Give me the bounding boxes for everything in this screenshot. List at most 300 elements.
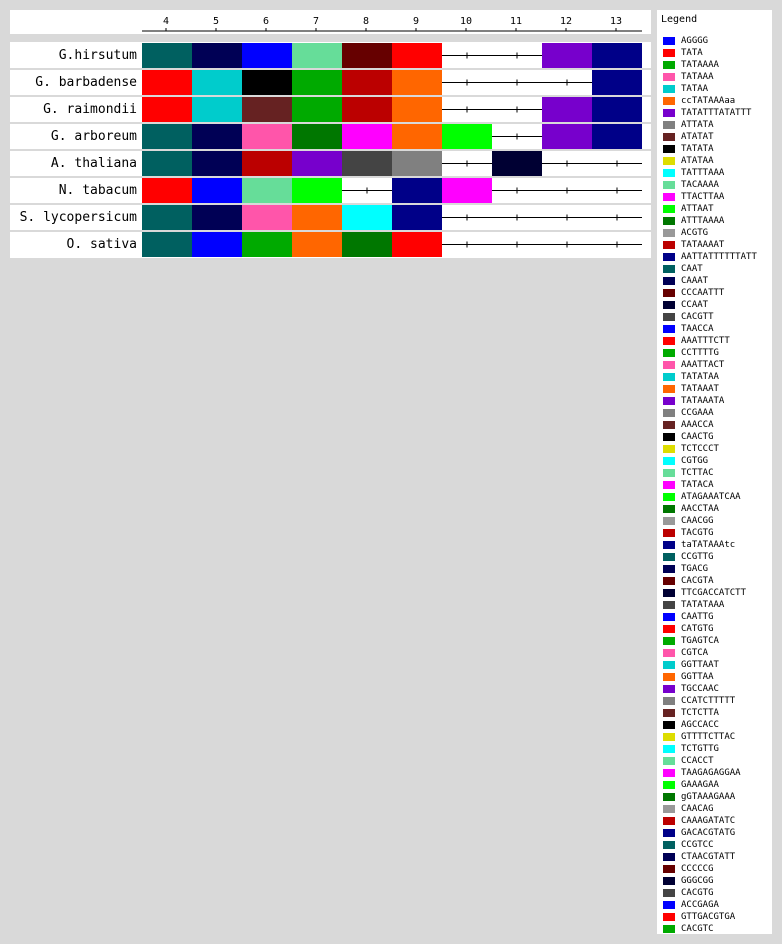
legend-swatch xyxy=(663,745,675,753)
legend-swatch xyxy=(663,301,675,309)
legend-item xyxy=(661,299,773,311)
species-label: G.hirsutum xyxy=(58,48,137,63)
legend-label: TAAGAGAGGAA xyxy=(681,768,741,778)
axis-tick-label: 7 xyxy=(312,16,320,27)
motif-cell xyxy=(242,70,292,95)
legend-item xyxy=(661,323,773,335)
motif-cell xyxy=(392,43,442,68)
legend-label: gGTAAAGAAA xyxy=(681,792,736,802)
legend-label: TATTTAAA xyxy=(681,168,725,178)
legend-label: GACACGTATG xyxy=(681,828,736,838)
legend-item xyxy=(661,563,773,575)
legend-item xyxy=(661,911,773,923)
legend-swatch xyxy=(663,265,675,273)
legend-item xyxy=(661,83,773,95)
motif-cell xyxy=(342,97,392,122)
legend-swatch xyxy=(663,505,675,513)
legend-label: CACGTG xyxy=(681,888,714,898)
legend-item xyxy=(661,599,773,611)
legend-label: ATTATA xyxy=(681,120,714,130)
legend-swatch xyxy=(663,121,675,129)
legend-swatch xyxy=(663,565,675,573)
legend-item xyxy=(661,35,773,47)
legend-swatch xyxy=(663,145,675,153)
legend-swatch xyxy=(663,541,675,549)
legend-item xyxy=(661,95,773,107)
axis-tick-label: 6 xyxy=(262,16,270,27)
legend-item xyxy=(661,731,773,743)
legend-item xyxy=(661,371,773,383)
legend-swatch xyxy=(663,805,675,813)
legend-swatch xyxy=(663,397,675,405)
legend-label: CGTCA xyxy=(681,648,709,658)
legend-swatch xyxy=(663,181,675,189)
legend-label: CAACTG xyxy=(681,432,714,442)
legend-label: TCTCTTA xyxy=(681,708,719,718)
motif-cell xyxy=(242,151,292,176)
motif-cell xyxy=(292,178,342,203)
legend-swatch xyxy=(663,589,675,597)
legend-item xyxy=(661,815,773,827)
legend-item xyxy=(661,431,773,443)
motif-cell xyxy=(592,97,642,122)
motif-cell xyxy=(192,97,242,122)
legend-item xyxy=(661,767,773,779)
legend-panel xyxy=(657,10,772,934)
motif-cell xyxy=(592,70,642,95)
legend-label: CATGTG xyxy=(681,624,714,634)
motif-cell xyxy=(242,178,292,203)
legend-swatch xyxy=(663,697,675,705)
legend-item xyxy=(661,107,773,119)
motif-cell xyxy=(392,205,442,230)
legend-label: CAACGG xyxy=(681,516,714,526)
legend-swatch xyxy=(663,217,675,225)
legend-swatch xyxy=(663,577,675,585)
axis-tick-label: 5 xyxy=(212,16,220,27)
legend-label: CCCCCG xyxy=(681,864,714,874)
legend-item xyxy=(661,635,773,647)
legend-swatch xyxy=(663,661,675,669)
legend-label: TATAAAA xyxy=(681,60,719,70)
legend-swatch xyxy=(663,865,675,873)
legend-item xyxy=(661,119,773,131)
legend-item xyxy=(661,755,773,767)
legend-swatch xyxy=(663,517,675,525)
legend-swatch xyxy=(663,421,675,429)
legend-label: GGTTAAT xyxy=(681,660,719,670)
legend-item xyxy=(661,923,773,935)
legend-label: TAACCA xyxy=(681,324,714,334)
legend-item xyxy=(661,839,773,851)
legend-item xyxy=(661,263,773,275)
legend-item xyxy=(661,47,773,59)
legend-item xyxy=(661,575,773,587)
legend-swatch xyxy=(663,769,675,777)
legend-item xyxy=(661,707,773,719)
species-label: G. raimondii xyxy=(43,102,137,117)
legend-label: AAACCA xyxy=(681,420,714,430)
legend-item xyxy=(661,275,773,287)
legend-item xyxy=(661,587,773,599)
legend-swatch xyxy=(663,841,675,849)
legend-label: TATAAA xyxy=(681,72,714,82)
legend-swatch xyxy=(663,901,675,909)
legend-label: TATATAA xyxy=(681,372,719,382)
legend-label: AGCCACC xyxy=(681,720,719,730)
legend-swatch xyxy=(663,793,675,801)
legend-label: TTCGACCATCTT xyxy=(681,588,747,598)
legend-swatch xyxy=(663,445,675,453)
motif-cell xyxy=(442,124,492,149)
legend-item xyxy=(661,779,773,791)
legend-swatch xyxy=(663,289,675,297)
legend-item xyxy=(661,71,773,83)
motif-cell xyxy=(292,124,342,149)
motif-cell xyxy=(192,43,242,68)
legend-label: CGTGG xyxy=(681,456,709,466)
legend-label: CACGTA xyxy=(681,576,714,586)
legend-label: AAATTACT xyxy=(681,360,725,370)
legend-label: CACGTT xyxy=(681,312,714,322)
legend-swatch xyxy=(663,73,675,81)
legend-item xyxy=(661,407,773,419)
legend-label: CCGAAA xyxy=(681,408,714,418)
legend-swatch xyxy=(663,721,675,729)
motif-cell xyxy=(592,43,642,68)
legend-swatch xyxy=(663,529,675,537)
legend-swatch xyxy=(663,685,675,693)
motif-cell xyxy=(392,151,442,176)
axis-tick-label: 10 xyxy=(459,16,473,27)
legend-swatch xyxy=(663,433,675,441)
species-label: N. tabacum xyxy=(58,183,137,198)
motif-cell xyxy=(442,178,492,203)
legend-label: ATTTAAAA xyxy=(681,216,725,226)
legend-swatch xyxy=(663,733,675,741)
legend-swatch xyxy=(663,109,675,117)
legend-swatch xyxy=(663,49,675,57)
legend-label: ATAGAAATCAA xyxy=(681,492,741,502)
legend-swatch xyxy=(663,817,675,825)
legend-title: Legend xyxy=(661,14,698,25)
motif-cell xyxy=(242,124,292,149)
legend-label: ATTAAT xyxy=(681,204,714,214)
legend-swatch xyxy=(663,781,675,789)
legend-label: CAAT xyxy=(681,264,703,274)
legend-item xyxy=(661,659,773,671)
legend-label: CCGTTG xyxy=(681,552,714,562)
legend-label: CCCAATTT xyxy=(681,288,725,298)
motif-cell xyxy=(242,43,292,68)
legend-label: CCAAT xyxy=(681,300,709,310)
legend-swatch xyxy=(663,253,675,261)
legend-label: AACCTAA xyxy=(681,504,719,514)
legend-swatch xyxy=(663,637,675,645)
legend-swatch xyxy=(663,97,675,105)
legend-label: TATATAAA xyxy=(681,600,725,610)
legend-item xyxy=(661,791,773,803)
legend-item xyxy=(661,227,773,239)
legend-swatch xyxy=(663,757,675,765)
legend-label: CAACAG xyxy=(681,804,714,814)
legend-label: TCTGTTG xyxy=(681,744,719,754)
legend-label: TCTCCCT xyxy=(681,444,719,454)
legend-item xyxy=(661,647,773,659)
motif-cell xyxy=(542,97,592,122)
legend-label: ccTATAAAaa xyxy=(681,96,736,106)
legend-label: CCACCT xyxy=(681,756,714,766)
legend-swatch xyxy=(663,673,675,681)
legend-swatch xyxy=(663,385,675,393)
legend-item xyxy=(661,827,773,839)
legend-item xyxy=(661,203,773,215)
legend-label: CAAAGATATC xyxy=(681,816,736,826)
motif-cell xyxy=(142,232,192,257)
motif-cell xyxy=(392,124,442,149)
legend-item xyxy=(661,491,773,503)
legend-swatch xyxy=(663,325,675,333)
motif-cell xyxy=(292,151,342,176)
motif-cell xyxy=(142,97,192,122)
motif-cell xyxy=(292,97,342,122)
legend-label: TATAAATA xyxy=(681,396,725,406)
legend-swatch xyxy=(663,925,675,933)
legend-swatch xyxy=(663,85,675,93)
motif-cell xyxy=(542,124,592,149)
legend-swatch xyxy=(663,625,675,633)
legend-item xyxy=(661,683,773,695)
legend-swatch xyxy=(663,133,675,141)
legend-item xyxy=(661,863,773,875)
legend-item xyxy=(661,695,773,707)
legend-label: TATAAAT xyxy=(681,384,719,394)
legend-swatch xyxy=(663,337,675,345)
legend-item xyxy=(661,851,773,863)
legend-item xyxy=(661,239,773,251)
legend-item xyxy=(661,611,773,623)
legend-item xyxy=(661,467,773,479)
motif-cell xyxy=(142,205,192,230)
legend-swatch xyxy=(663,889,675,897)
legend-label: ACCGAGA xyxy=(681,900,719,910)
motif-cell xyxy=(392,178,442,203)
motif-cell xyxy=(342,232,392,257)
legend-swatch xyxy=(663,157,675,165)
legend-item xyxy=(661,191,773,203)
legend-item xyxy=(661,395,773,407)
legend-item xyxy=(661,743,773,755)
legend-item xyxy=(661,143,773,155)
motif-cell xyxy=(292,232,342,257)
legend-item xyxy=(661,503,773,515)
motif-cell xyxy=(142,151,192,176)
legend-swatch xyxy=(663,169,675,177)
legend-swatch xyxy=(663,409,675,417)
legend-label: TATACA xyxy=(681,480,714,490)
axis-panel xyxy=(10,10,651,34)
motif-cell xyxy=(192,124,242,149)
legend-item xyxy=(661,167,773,179)
legend-item xyxy=(661,539,773,551)
motif-cell xyxy=(342,70,392,95)
legend-swatch xyxy=(663,61,675,69)
legend-item xyxy=(661,899,773,911)
motif-cell xyxy=(492,151,542,176)
legend-label: TATAA xyxy=(681,84,709,94)
legend-swatch xyxy=(663,349,675,357)
axis-tick-label: 13 xyxy=(609,16,623,27)
motif-cell xyxy=(142,43,192,68)
legend-swatch xyxy=(663,193,675,201)
legend-item xyxy=(661,251,773,263)
axis-tick-label: 9 xyxy=(412,16,420,27)
legend-label: GGTTAA xyxy=(681,672,714,682)
species-label: S. lycopersicum xyxy=(19,210,137,225)
motif-cell xyxy=(142,124,192,149)
legend-label: CACGTC xyxy=(681,924,714,934)
legend-item xyxy=(661,419,773,431)
motif-cell xyxy=(242,205,292,230)
motif-cell xyxy=(242,232,292,257)
motif-cell xyxy=(192,70,242,95)
species-label: O. sativa xyxy=(66,237,137,252)
legend-label: GGGCGG xyxy=(681,876,714,886)
motif-cell xyxy=(292,70,342,95)
motif-cell xyxy=(342,205,392,230)
axis-tick-label: 4 xyxy=(162,16,170,27)
legend-label: TATATTTATATTT xyxy=(681,108,752,118)
motif-cell xyxy=(592,124,642,149)
motif-cell xyxy=(242,97,292,122)
legend-label: TGAGTCA xyxy=(681,636,719,646)
legend-item xyxy=(661,359,773,371)
legend-swatch xyxy=(663,229,675,237)
legend-label: CTAACGTATT xyxy=(681,852,736,862)
legend-label: ACGTG xyxy=(681,228,709,238)
legend-item xyxy=(661,311,773,323)
legend-label: taTATAAAtc xyxy=(681,540,736,550)
motif-cell xyxy=(192,151,242,176)
species-row xyxy=(59,43,642,68)
legend-item xyxy=(661,131,773,143)
axis-tick-label: 12 xyxy=(559,16,573,27)
legend-label: CCATCTTTTT xyxy=(681,696,736,706)
legend-label: ATATAA xyxy=(681,156,714,166)
motif-cell xyxy=(192,205,242,230)
legend-swatch xyxy=(663,553,675,561)
legend-label: GTTTTCTTAC xyxy=(681,732,736,742)
legend-item xyxy=(661,59,773,71)
motif-cell xyxy=(342,124,392,149)
legend-item xyxy=(661,215,773,227)
motif-cell xyxy=(542,43,592,68)
motif-cell xyxy=(292,205,342,230)
legend-swatch xyxy=(663,601,675,609)
legend-item xyxy=(661,527,773,539)
legend-swatch xyxy=(663,829,675,837)
legend-label: TATATA xyxy=(681,144,714,154)
axis-tick-label: 8 xyxy=(362,16,370,27)
motif-cell xyxy=(142,178,192,203)
legend-swatch xyxy=(663,457,675,465)
legend-item xyxy=(661,155,773,167)
legend-item xyxy=(661,179,773,191)
species-label: G. barbadense xyxy=(35,75,137,90)
legend-label: TACAAAA xyxy=(681,180,719,190)
motif-cell xyxy=(392,232,442,257)
legend-swatch xyxy=(663,481,675,489)
legend-item xyxy=(661,887,773,899)
legend-swatch xyxy=(663,37,675,45)
legend-item xyxy=(661,551,773,563)
legend-label: ATATAT xyxy=(681,132,714,142)
motif-cell xyxy=(142,70,192,95)
legend-item xyxy=(661,455,773,467)
legend-label: GAAAGAA xyxy=(681,780,719,790)
legend-label: CCGTCC xyxy=(681,840,714,850)
legend-swatch xyxy=(663,205,675,213)
legend-item xyxy=(661,443,773,455)
legend-item xyxy=(661,479,773,491)
legend-label: AATTATTTTTTATT xyxy=(681,252,757,262)
legend-swatch xyxy=(663,913,675,921)
legend-swatch xyxy=(663,313,675,321)
legend-label: GTTGACGTGA xyxy=(681,912,736,922)
axis-tick-label: 11 xyxy=(509,16,523,27)
legend-item xyxy=(661,383,773,395)
legend-label: CAATTG xyxy=(681,612,714,622)
legend-swatch xyxy=(663,493,675,501)
legend-item xyxy=(661,515,773,527)
legend-label: TTACTTAA xyxy=(681,192,725,202)
legend-label: TATAAAAT xyxy=(681,240,725,250)
legend-swatch xyxy=(663,361,675,369)
legend-item xyxy=(661,671,773,683)
legend-item xyxy=(661,335,773,347)
legend-label: AGGGG xyxy=(681,36,709,46)
legend-swatch xyxy=(663,877,675,885)
legend-label: TCTTAC xyxy=(681,468,714,478)
legend-label: CCTTTTG xyxy=(681,348,719,358)
legend-swatch xyxy=(663,277,675,285)
legend-swatch xyxy=(663,469,675,477)
motif-cell xyxy=(392,97,442,122)
motif-cell xyxy=(342,43,392,68)
motif-cell xyxy=(192,178,242,203)
legend-swatch xyxy=(663,613,675,621)
motif-cell xyxy=(292,43,342,68)
legend-item xyxy=(661,287,773,299)
legend-label: TATA xyxy=(681,48,703,58)
legend-label: CAAAT xyxy=(681,276,709,286)
legend-item xyxy=(661,719,773,731)
legend-item xyxy=(661,803,773,815)
legend-label: TGACG xyxy=(681,564,709,574)
species-label: A. thaliana xyxy=(50,156,137,171)
legend-swatch xyxy=(663,373,675,381)
legend-item xyxy=(661,347,773,359)
legend-swatch xyxy=(663,709,675,717)
legend-label: TGCCAAC xyxy=(681,684,719,694)
legend-label: TACGTG xyxy=(681,528,714,538)
motif-cell xyxy=(192,232,242,257)
legend-label: AAATTTCTT xyxy=(681,336,730,346)
legend-swatch xyxy=(663,241,675,249)
legend-swatch xyxy=(663,853,675,861)
legend-item xyxy=(661,875,773,887)
motif-cell xyxy=(392,70,442,95)
